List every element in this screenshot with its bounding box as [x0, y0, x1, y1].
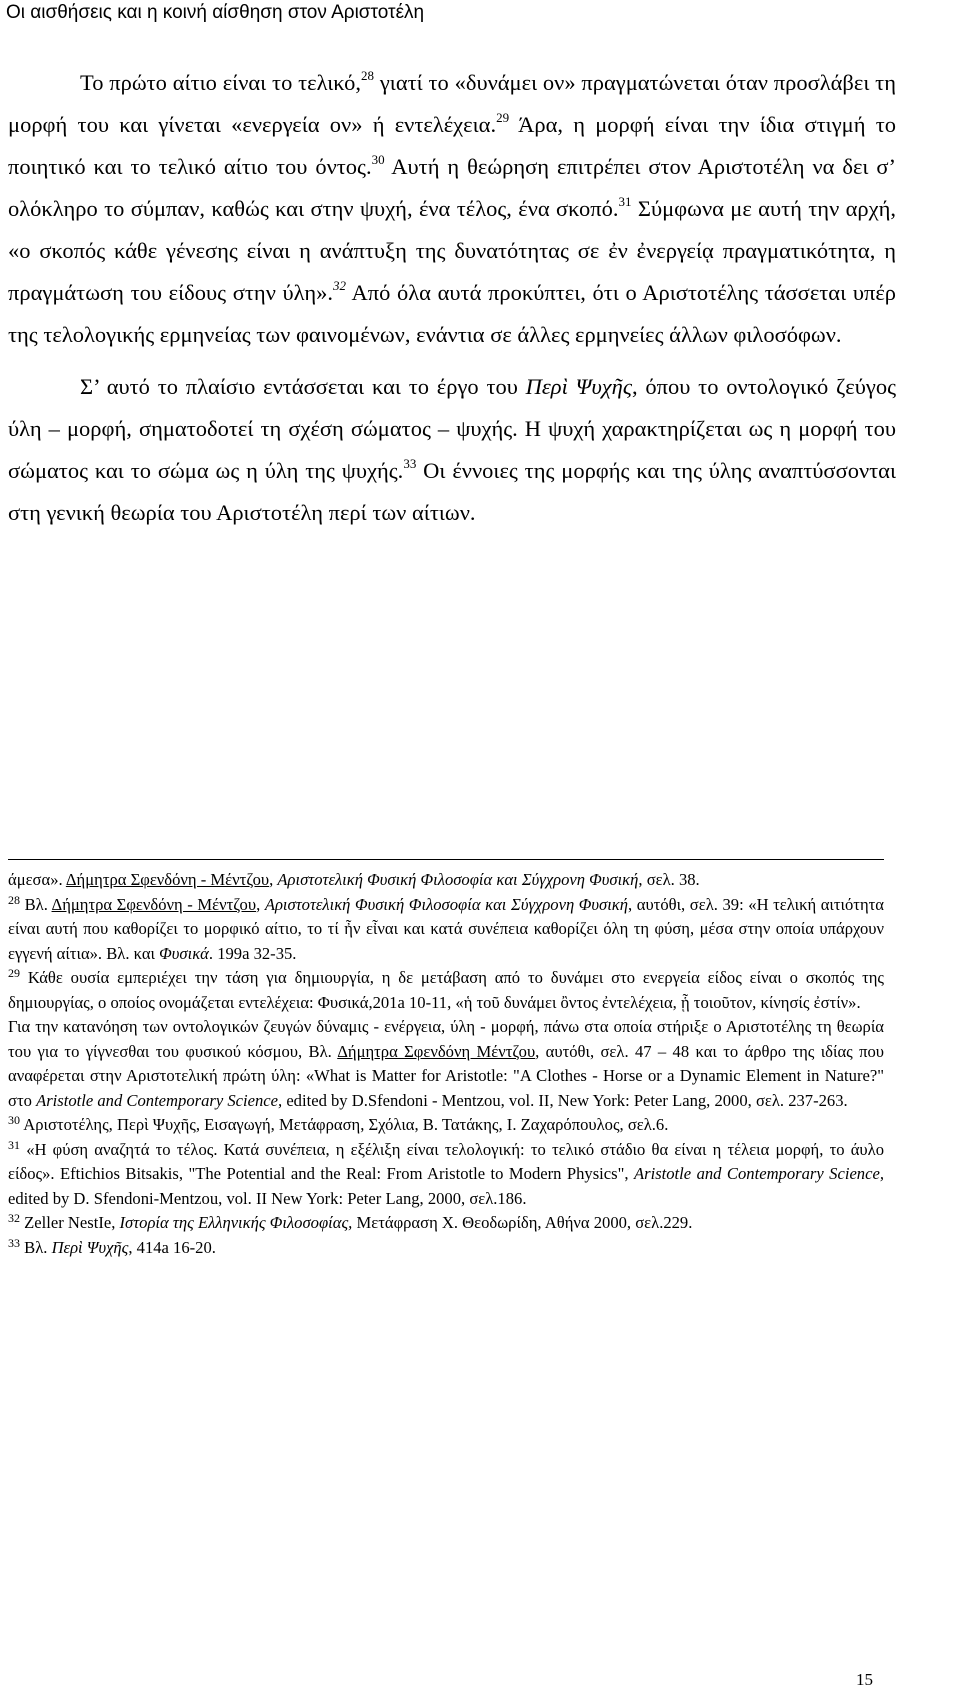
text-run: Βλ.	[20, 1237, 52, 1257]
text-run: άμεσα».	[8, 870, 66, 889]
paragraph-2	[8, 366, 896, 534]
footnote-28	[8, 893, 884, 967]
text-run: Σ’ αυτό το πλαίσιο εντάσσεται και το έργο του	[80, 374, 526, 399]
footnote-31	[8, 1138, 884, 1212]
book-title: Aristotle and Contemporary Science,	[633, 1164, 884, 1183]
text-run: γιατί το «δυνάμει ον» πραγματώνεται όταν προσλάβει τη μορφή του και γίνεται «ενεργεία ον» ή εντελέχεια.	[8, 70, 896, 137]
paragraph-1	[8, 62, 896, 356]
footnote-number: 28	[8, 892, 20, 907]
text-run: Αριστοτέλης, Περὶ Ψυχῆς, Εισαγωγή, Μετάφραση, Σχόλια, Β. Τατάκης, Ι. Ζαχαρόπουλος, σελ.6.	[20, 1115, 669, 1134]
book-title: Αριστοτελική Φυσική Φιλοσοφία και Σύγχρονη Φυσική	[264, 894, 629, 914]
text-run: . 199a 32-35.	[208, 943, 297, 963]
footnote-ref-31[interactable]: 31	[618, 194, 632, 209]
text-run: Οι έννοιες της μορφής και της ύλης αναπτύσσονται στη γενική θεωρία του Αριστοτέλη περί των αίτιων.	[8, 458, 896, 525]
text-run: ,	[256, 894, 265, 914]
footnote-continuation	[8, 868, 884, 893]
author-name: Δήμητρα Σφενδόνη - Μέντζου	[51, 894, 257, 914]
author-name: Δήμητρα Σφενδόνη Μέντζου	[337, 1041, 536, 1061]
text-run: Μετάφραση Χ. Θεοδωρίδη, Αθήνα 2000, σελ.229.	[352, 1213, 693, 1232]
footnote-ref-33[interactable]: 33	[403, 456, 417, 471]
text-run: , αυτόθι, σελ. 39: «Η τελική αιτιότητα είναι αυτή που καθορίζει το μορφικό αίτιο, το τί ἦν εἶναι και κατά συνέπεια καθορίζει όλη τη φύση, μέσα στην οποία υπάρχουν εγγενή αίτια». Βλ. και	[8, 894, 885, 963]
footnote-number: 32	[8, 1211, 20, 1225]
text-run: Για την κατανόηση των οντολογικών ζευγών δύναμις - ενέργεια, ύλη - μορφή, πάνω στα οποία στήριξε ο Αριστοτέλης τη θεωρία του για το γίγνεσθαι του φυσικού κόσμου, Βλ.	[8, 1017, 884, 1061]
text-run: edited by D.Sfendoni - Mentzou, vol. II, New York: Peter Lang, 2000, σελ. 237-263.	[282, 1090, 848, 1110]
book-title: Φυσικά	[159, 943, 209, 963]
footnote-29-continued	[8, 1015, 884, 1113]
text-run: Το πρώτο αίτιο είναι το τελικό,	[80, 70, 362, 95]
running-header: Οι αισθήσεις και η κοινή αίσθηση στον Αριστοτέλη	[6, 2, 425, 23]
greek-term: ἐν ἐνεργείᾳ	[608, 238, 714, 263]
text-run: Σύμφωνα με αυτή την αρχή, «ο σκοπός κάθε γένεσης είναι η ανάπτυξη της δυνατότητας σε	[8, 196, 896, 263]
footnote-separator	[8, 859, 884, 860]
greek-title: Περὶ Ψυχῆς	[525, 374, 632, 399]
text-run: ,	[269, 870, 278, 889]
footnote-ref-32[interactable]: 32	[333, 278, 347, 293]
text-run: , αυτόθι, σελ. 47 – 48 και το άρθρο της ιδίας που αναφέρεται στην Αριστοτελική πρώτη ύλη: «What is Matter for Aristotle: "A Clothes - Horse or a Dynamic Element in Nature?" στο	[8, 1041, 884, 1110]
footnote-number: 29	[8, 966, 20, 980]
book-title: Περὶ Ψυχῆς	[51, 1237, 129, 1257]
text-run: , σελ. 38.	[638, 870, 700, 889]
text-run: Άρα, η μορφή είναι την ίδια στιγμή το ποιητικό και το τελικό αίτιο του όντος.	[8, 112, 896, 179]
footnote-30	[8, 1113, 884, 1138]
text-run: Από όλα αυτά προκύπτει, ότι ο Αριστοτέλης τάσσεται υπέρ της τελολογικής ερμηνείας των φαινομένων, ενάντια σε άλλες ερμηνείες άλλων φιλοσόφων.	[8, 280, 896, 347]
text-run: edited by D. Sfendoni-Mentzou, vol. II New York: Peter Lang, 2000, σελ.186.	[8, 1188, 527, 1208]
footnote-33	[8, 1236, 884, 1261]
main-text	[8, 62, 896, 534]
footnote-ref-28[interactable]: 28	[361, 68, 375, 83]
author-name: Δήμητρα Σφενδόνη - Μέντζου	[65, 870, 270, 889]
book-title: Aristotle and Contemporary Science,	[36, 1090, 283, 1110]
text-run: Βλ.	[20, 894, 52, 914]
text-run: Αυτή η θεώρηση επιτρέπει στον Αριστοτέλη να δει σ’ ολόκληρο το σύμπαν, καθώς και στην ψυχή, ένα τέλος, ένα σκοπό.	[8, 154, 896, 221]
footnote-32	[8, 1211, 884, 1236]
text-run: Κάθε ουσία εμπεριέχει την τάση για δημιουργία, η δε μετάβαση από το δυνάμει στο ενεργεία είδος είναι ο σκοπός της δημιουργίας, ο οποίος ονομάζεται εντελέχεια: Φυσικά,201a 10-11, «ἡ τοῦ δυνάμει ὂντος ἐντελέχεια, ᾗ τοιοῦτον, κίνησίς ἐστίν».	[8, 968, 884, 1012]
footnote-ref-29[interactable]: 29	[496, 110, 510, 125]
footnote-number: 30	[8, 1113, 20, 1127]
text-run: , 414a 16-20.	[128, 1237, 216, 1257]
footnote-number: 31	[8, 1137, 20, 1152]
text-run: πραγματικότητα, η πραγμάτωση του είδους στην ύλη».	[8, 238, 896, 305]
footnote-ref-30[interactable]: 30	[371, 152, 385, 167]
text-run: Zeller NestIe,	[20, 1213, 120, 1232]
text-run: «Η φύση αναζητά το τέλος. Κατά συνέπεια, η εξέλιξη είναι τελολογική: το τελικό στάδιο θα είναι η τέλεια μορφή, το άυλο είδος». Eftichios Bitsakis, "The Potential and the Real: From Aristotle to Modern Physics",	[8, 1139, 884, 1183]
page-number: 15	[856, 1670, 873, 1689]
book-title: Αριστοτελική Φυσική Φιλοσοφία και Σύγχρονη Φυσική	[277, 870, 639, 889]
text-run: , όπου το οντολογικό ζεύγος ύλη – μορφή, σηματοδοτεί τη σχέση σώματος – ψυχής. Η ψυχή χαρακτηρίζεται ως η μορφή του σώματος και το σώμα ως η ύλη της ψυχής.	[8, 374, 896, 483]
book-title: Ιστορία της Ελληνικής Φιλοσοφίας,	[119, 1213, 353, 1232]
footnote-number: 33	[8, 1235, 20, 1250]
footnotes	[8, 868, 884, 1260]
footnote-29	[8, 966, 884, 1015]
